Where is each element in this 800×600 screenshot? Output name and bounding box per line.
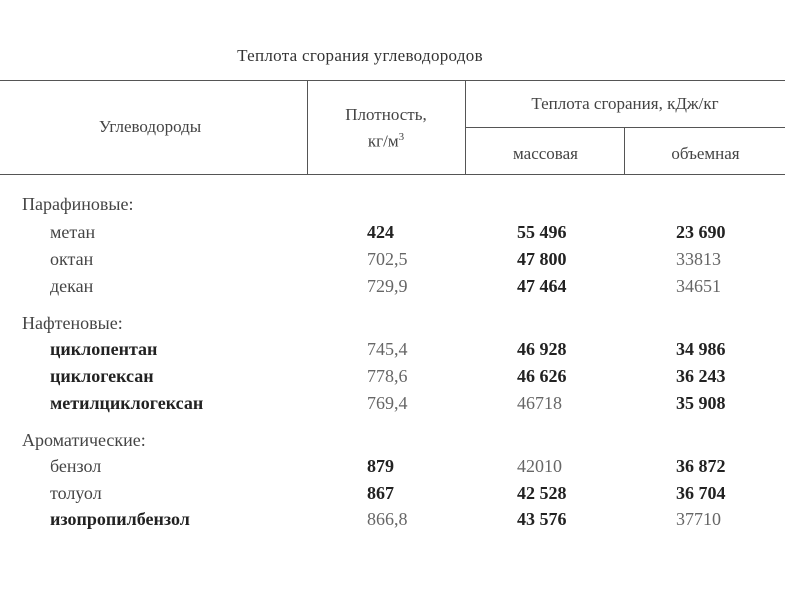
row-volume: 36 704 bbox=[676, 483, 726, 503]
table-row bbox=[0, 339, 790, 366]
header-bottom-rule bbox=[0, 174, 785, 175]
row-volume: 37710 bbox=[676, 509, 721, 529]
header-density-label: Плотность, bbox=[345, 105, 427, 124]
row-density: 867 bbox=[367, 483, 394, 503]
row-name: декан bbox=[50, 276, 94, 296]
header-heat: Теплота сгорания, кДж/кг bbox=[531, 94, 719, 113]
row-density: 702,5 bbox=[367, 249, 408, 269]
row-name: бензол bbox=[50, 456, 102, 476]
row-name: метилциклогексан bbox=[50, 393, 204, 413]
header-volume: объемная bbox=[671, 144, 740, 163]
header-divider-3 bbox=[624, 127, 625, 174]
header-divider-1 bbox=[307, 80, 308, 174]
group-paraffins: Парафиновые: bbox=[22, 194, 134, 214]
row-mass: 46 626 bbox=[517, 366, 567, 386]
row-volume: 36 872 bbox=[676, 456, 726, 476]
row-mass: 55 496 bbox=[517, 222, 567, 242]
row-volume: 23 690 bbox=[676, 222, 726, 242]
row-mass: 42010 bbox=[517, 456, 562, 476]
density-unit-exp: 3 bbox=[398, 131, 405, 143]
row-volume: 33813 bbox=[676, 249, 721, 269]
group-aromatics: Ароматические: bbox=[22, 430, 146, 450]
row-density: 729,9 bbox=[367, 276, 408, 296]
header-top-rule bbox=[0, 80, 785, 81]
row-mass: 46 928 bbox=[517, 339, 567, 359]
table-row bbox=[0, 249, 790, 276]
row-name: октан bbox=[50, 249, 94, 269]
row-name: циклогексан bbox=[50, 366, 154, 386]
row-mass: 47 800 bbox=[517, 249, 567, 269]
row-volume: 36 243 bbox=[676, 366, 726, 386]
table-row bbox=[0, 393, 790, 420]
table-row bbox=[0, 276, 790, 303]
row-density: 769,4 bbox=[367, 393, 408, 413]
row-volume: 34 986 bbox=[676, 339, 726, 359]
table-row bbox=[0, 509, 790, 536]
group-naphthenes: Нафтеновые: bbox=[22, 313, 123, 333]
density-unit-base: кг/м bbox=[367, 131, 399, 151]
row-density: 424 bbox=[367, 222, 394, 242]
row-density: 879 bbox=[367, 456, 394, 476]
header-mass: массовая bbox=[513, 144, 578, 163]
table-title: Теплота сгорания углеводородов bbox=[237, 46, 483, 65]
row-mass: 43 576 bbox=[517, 509, 567, 529]
table-row bbox=[0, 222, 790, 249]
table-row bbox=[0, 456, 790, 483]
row-name: метан bbox=[50, 222, 96, 242]
table-row bbox=[0, 483, 790, 510]
row-mass: 46718 bbox=[517, 393, 562, 413]
row-density: 745,4 bbox=[367, 339, 408, 359]
row-name: изопропилбензол bbox=[50, 509, 190, 529]
header-divider-2 bbox=[465, 80, 466, 174]
header-density-unit bbox=[310, 126, 462, 153]
row-mass: 47 464 bbox=[517, 276, 567, 296]
header-hydrocarbons: Углеводороды bbox=[98, 117, 202, 136]
row-volume: 35 908 bbox=[676, 393, 726, 413]
header-density bbox=[310, 104, 462, 153]
row-density: 778,6 bbox=[367, 366, 408, 386]
row-density: 866,8 bbox=[367, 509, 408, 529]
row-mass: 42 528 bbox=[517, 483, 567, 503]
row-name: циклопентан bbox=[50, 339, 158, 359]
row-volume: 34651 bbox=[676, 276, 721, 296]
header-sub-rule bbox=[465, 127, 785, 128]
table-row bbox=[0, 366, 790, 393]
row-name: толуол bbox=[50, 483, 102, 503]
